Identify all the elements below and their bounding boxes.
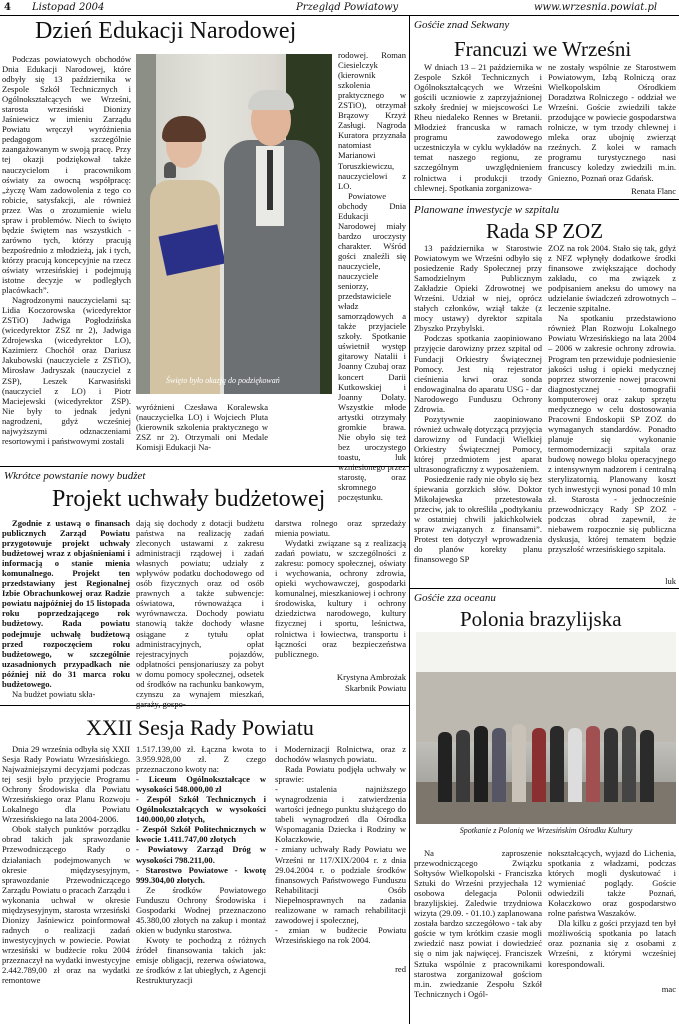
section-divider xyxy=(410,588,679,589)
section-divider xyxy=(410,199,679,200)
article-column xyxy=(275,402,406,456)
article-column: nokształcących, wyjazd do Lichenia, spotkania z władzami, podczas których mogli dyskutować i wymieniać poglądy. Goście odwiedzili także Poznań, Kołaczkowo oraz gospodarstwo rolne państwa Waszaków. Dla kilku z gości przyjazd ten był możliwością spotkania po latach oraz poznania się z osobami z Wrześni, z którymi wcześniej korespondowali. xyxy=(548,848,676,969)
article-title: Rada SP ZOZ xyxy=(486,219,604,243)
article-column: Dnia 29 września odbyła się XXII Sesja Rady Powiatu Wrzesińskiego. Najważniejszymi decyzjami podczas tej sesji było przyjęcie Programu Ochrony Środowiska dla Powiatu Wrzesińskiego oraz Planu Rozwoju Lokalnego dla Powiatu Wrzesińskiego na lata 2004-2006. Obok stałych punktów porządku obrad takich jak sprawozdanie Przewodniczącego Rady o działaniach podejmowanych w okresie międzysesyjnym, sprawozdanie Przewodniczącego Zarządu Powiatu o pracach Zarządu i wykonania uchwał w okresie międzysesyjnym, starosta wrzesiński Dionizy Jaśniewicz poinformował radnych o realizacji zadań inwestycyjnych w powiecie. Powiat wrzesiński w budżecie roku 2004 przeznaczył na wydatki inwestycyjne 2.442.789,00 zł oraz na wydatki remontowe xyxy=(2,744,130,986)
article-column: 13 października w Starostwie Powiatowym we Wrześni odbyło się posiedzenie Rady Społecznej przy Samodzielnym Publicznym Zakładzie Opieki Zdrowotnej we Wrześni. Udział w niej, oprócz stałych członków, wziął także (z mocy ustawy) dyrektor szpitala Zbyszko Przybylski. Podczas spotkania zaopiniowano przyjęcie darowizny przez szpital od Fundacji Orkiestry Świątecznej Pomocy. Jest nią rejestrator cieśnienia krwi oraz sonda endowaginalna do aparatu USG - dar Narodowego Funduszu Ochrony Zdrowia. Pozytywnie zaopiniowano również uchwałę dotyczącą przyjęcia darowizny od Fundacji Wielkiej Orkiestry Świątecznej Pomocy, której przedmiotem jest aparat ultrasonograficzny z wyposażeniem. Posiedzenie rady nie obyło się bez śpiewania gorzkich słów. Doktor Mikołajewska przetestowała przeciw, jak to określiła „podtykaniu w ostatniej chwili jakichkolwiek spraw związanych z finansami”. Protest ten dotyczył wprowadzenia do planów korekty planu finansowego SP xyxy=(414,243,542,565)
article-column: ZOZ na rok 2004. Stało się tak, gdyż z NFZ wpłynęły dodatkowe środki finansowe zwiększające dochody zakładu, co ma związek z podpisaniem aneksu do umowy na udzielanie świadczeń zdrowotnych – leczenie szpitalne. Na spotkaniu przedstawiono również Plan Rozwoju Lokalnego Powiatu Wrzesińskiego na lata 2004 – 2006 w zakresie ochrony zdrowia. Program ten przewiduje podniesienie jakości usług i opieki medycznej poprzez stworzenie nowej pracowni diagnostycznej - tomografii komputerowej oraz zakup sprzętu medycznego w celu dostosowania Pracowni Endoskopii SP ZOZ do wymaganych standardów. Ponadto planuje się wykonanie termomodernizacji szpitala oraz budowę nowego bloku operacyjnego z intensywnym nadzorem i centralną sterylizatornią. Planowany koszt tych inwestycji wynosi ponad 10 mln zł. Starosta - jednocześnie przewodniczący Rady SP ZOZ - podczas obrad zapewnił, że niebawem rozpocznie się publiczna dyskusja, której tematem będzie przyszłość wrzesińskiego szpitala. xyxy=(548,243,676,555)
article-signature: luk xyxy=(665,576,676,586)
section-kicker: Gośćie znad Sekwany xyxy=(414,19,510,31)
paper-name: Przegląd Powiatowy xyxy=(296,2,399,13)
polonia-photo xyxy=(416,632,676,824)
photo-caption: Święto było okazją do podziękowań xyxy=(166,376,280,385)
issue-date: Listopad 2004 xyxy=(32,2,105,13)
article-signature: luk xyxy=(395,452,406,462)
article-column: darstwa rolnego oraz sprzedaży mienia powiatu. Wydatki związane są z realizacją zadań powiatu, w szczególności z zakresu: pomocy społecznej, oświaty i wychowania, ochrony zdrowia, opieki wychowawczej, gospodarki komunalnej, mieszkaniowej i ochrony środowiska, kultury i ochrony dziedzictwa narodowego, kultury fizycznej i sportu, leśnictwa, rolnictwa i łowiectwa, transportu i łączności oraz bezpieczeństwa publicznego. xyxy=(275,518,406,659)
article-column: i Modernizacji Rolnictwa, oraz z dochodów własnych powiatu. Rada Powiatu podjęła uchwały w sprawie: - ustalenia najniższego wynagrodzenia i zatwierdzenia wartości jednego punktu służącego do tabeli wynagrodzeń dla Ośrodka Wspomagania Dziecka i Rodziny w Kołaczkowie, - zmiany uchwały Rady Powiatu we Wrześni nr 117/XIX/2004 r. z dnia 29.04.2004 r. o podziale środków finansowych Państwowego Funduszu Rehabilitacji Osób Niepełnosprawnych na zadania realizowane w ramach rehabilitacji zawodowej i społecznej, - zmian w budżecie Powiatu Wrzesińskiego na rok 2004. xyxy=(275,744,406,945)
article-column: rodowej. Roman Ciesielczyk (kierownik szkolenia praktycznego w ZSTiO), otrzymał Brązowy Krzyż Zasługi. Nagroda Kuratora przyznała natomiast Marianowi Toruszkiewiczu, nauczycielowi z LO. Powiatowe obchody Dnia Edukacji Narodowej miały bardzo uroczysty charakter. Wśród gości znaleźli się nauczyciele, nauczyciele seniorzy, przedstawiciele władz samorządowych a także przyjaciele szkoły. Spotkanie uświetnił występ gitarowy Natalii i Joanny Czubaj oraz koncert Darii Kutkowskiej i Joanny Dolaty. Wszystkie młode artystki otrzymały gromkie brawa. Nie obyło się też bez uroczystego toastu, wzniesionego przez starostę, oraz skromnego poczęstunku. xyxy=(338,50,406,503)
section-kicker: Planowane inwestycje w szpitalu xyxy=(414,204,560,216)
page-number: 4 xyxy=(4,2,11,13)
website-url: www.wrzesnia.powiat.pl xyxy=(534,2,658,13)
article-column: ne zostały wspólnie ze Starostwem Powiatowym, Izbą Rolniczą oraz Wielkopolskim Ośrodkiem Doradztwa Rolniczego - oddział we Wrześni. Goście zwiedzili także przodujące w powiecie gospodarstwa rolnicze, w tym trzody chlewnej i mleka oraz ubojnię zwierząt rzeźnych. Z kolei w ramach programu turystycznego nasi francuscy koledzy zwiedzili m.in. Gniezno, Poznań oraz Gdańsk. xyxy=(548,62,676,183)
article-title: Dzień Edukacji Narodowej xyxy=(35,18,297,44)
article-column: dają się dochody z dotacji budżetu państwa na realizację zadań zleconych ustawami z zakresu administracji rządowej i zadań własnych powiatu; udziały z wpływów podatku dochodowego od osób fizycznych oraz od osób prawnych a także subwencje: oświatowa, równoważąca i wyrównawcza. Dochody powiatu stanowią także dochody własne osiągane z tytułu opłat administracyjnych, opłat rejestracyjnych pojazdów, odpłatności pensjonariuszy za pobyt w domu pomocy społecznej, odsetek od środków na rachunku bankowym, czynszu za wynajem mieszkań, garaży, gospo- xyxy=(136,518,264,709)
column-divider xyxy=(409,16,410,1024)
article-column: wyróżnieni Czesława Koralewska (nauczycielka LO) i Wojciech Pluta (kierownik szkolenia praktycznego w ZSZ nr 2). Otrzymali oni Medale Komisji Edukacji Na- xyxy=(136,402,268,453)
article-title: XXII Sesja Rady Powiatu xyxy=(86,715,314,740)
section-kicker: Wkrótce powstanie nowy budżet xyxy=(4,470,146,482)
article-signature: Skarbnik Powiatu xyxy=(344,683,406,693)
article-title: Polonia brazylijska xyxy=(460,607,622,631)
section-kicker: Gośćie zza oceanu xyxy=(414,592,496,604)
article-title: Projekt uchwały budżetowej xyxy=(52,486,326,512)
article-title: Francuzi we Wrześni xyxy=(454,37,632,61)
article-column: W dniach 13 – 21 października w Zespole Szkół Technicznych i Ogólnokształcących we Wrześni gościli uczniowie z zaprzyjaźnionej szkoły średniej w miejscowości Le Rheu niedaleko Rennes w Bretanii. Młodzież francuska w ramach programu zawodowego uczestniczyła w cyklu wykładów na temat naszego regionu, ze szczególnym uwzględnieniem rolnictwa i produkcji trzody chlewnej. Spotkania zorganizowa- xyxy=(414,62,542,193)
article-column: Podczas powiatowych obchodów Dnia Edukacji Narodowej, które odbyły się 13 października w Zespole Szkół Technicznych i Ogólnokształcących we Wrześni, starosta wrzesiński Dionizy Jaśniewicz w imieniu Zarządu Powiatu wręczył wyróżnienia pedagogom szczególnie zaangażowanym w swoją pracę. Przy tej okazji podziękował także nauczycielom i pracownikom oświaty za owocną współpracę: „życzę Wam zadowolenia z tego co robicie, satysfakcji, ale również przez Was o zrozumienie wielu spraw i problemów. Niech to święto będzie świętem nas wszystkich - zarówno tych, którzy pracują bezpośrednio z młodzieżą, jak i tych, którzy pracują koncepcyjnie na rzecz oświaty wrzesińskiej i podejmują istotne decyzje w podległych placówkach”. Nagrodzonymi nauczycielami są: Lidia Koczorowska (wicedyrektor ZSTiO) Jadwiga Pogłodzińska (wicedyrektor ZSZ nr 2), Jadwiga Zdrojewska (wicedyrektor LO), Kazimierz Chochół oraz Dariusz Jakubowski (nauczyciele z ZSTiO), Mirosław Jadryszak (nauczyciel z ZSP), Leszek Karwasiński (nauczyciel z LO) i Piotr Maciejewski (wicedyrektor ZSP). Nie były to jednak jedyni nagrodzeni, gdyż wcześniej najwyższymi odznaczeniami resortowymi i państwowymi zostali xyxy=(2,54,131,446)
article-signature: mac xyxy=(661,984,676,994)
article-signature: red xyxy=(395,964,406,974)
article-column: Na zaproszenie przewodniczącego Związku Sołtysów Wielkopolski - Franciszka Sztuki do Wrześni przyjechała 12 osobowa delegacja Polonii brazylijskiej. Zaledwie trzydniowa wizyta (29.09. - 01.10.) zaplanowana została bardzo szczegółowo - tak aby goście w tym krótkim czasie mogli zwiedzić nasz powiat i dowiedzieć się o nim jak najwięcej. Franciszek Sztuka wspólnie z pracownikami starostwa zorganizował gościom m.in. zwiedzanie Zespołu Szkół Technicznych i Ogól- xyxy=(414,848,542,999)
article-column: Zgodnie z ustawą o finansach publicznych Zarząd Powiatu przygotowuje projekt uchwały budżetowej wraz z objaśnieniami i informacją o stanie mienia komunalnego. Projekt ten przedstawiany jest Regionalnej Izbie Obrachunkowej oraz Radzie powiatu najpóźniej do 15 listopada roku poprzedzającego rok budżetowy. Rada powiatu podejmuje uchwałę budżetową przed rozpoczęciem roku budżetowego, w szczególnie uzasadnionych przypadkach nie później niż do 31 marca roku budżetowego. Na budżet powiatu skła- xyxy=(2,518,130,699)
article-signature: Krystyna Ambrożak xyxy=(336,672,406,682)
article-signature: Renata Flanc xyxy=(631,186,676,196)
article-column: 1.517.139,00 zł. Łączna kwota to 3.959.928,00 zł. Z czego przeznaczono kwoty na: - Liceum Ogólnokształcące w wysokości 548.000,00 zł - Zespół Szkół Technicznych i Ogólnokształcących w wysokości 140.000,00 złotych, - Zespół Szkół Politechnicznych w kwocie 1.411.747,00 złotych - Powiatowy Zarząd Dróg w wysokości 798.211,00. - Starostwo Powiatowe - kwotę 999.304,00 złotych. Ze środków Powiatowego Funduszu Ochrony Środowiska i Gospodarki Wodnej przeznaczono 45.380,00 złotych na zakup i montaż okien w budynku starostwa. Kwoty te pochodzą z różnych źródeł finansowania takich jak: emisje obligacji, rezerwa oświatowa, ze środków z lat ubiegłych, z Agencji Restrukturyzacji xyxy=(136,744,266,986)
teachers-day-photo xyxy=(136,54,332,394)
header-rule xyxy=(0,15,679,16)
photo-caption: Spotkanie z Polonią we Wrzesińskim Ośrodku Kultury xyxy=(459,826,633,835)
